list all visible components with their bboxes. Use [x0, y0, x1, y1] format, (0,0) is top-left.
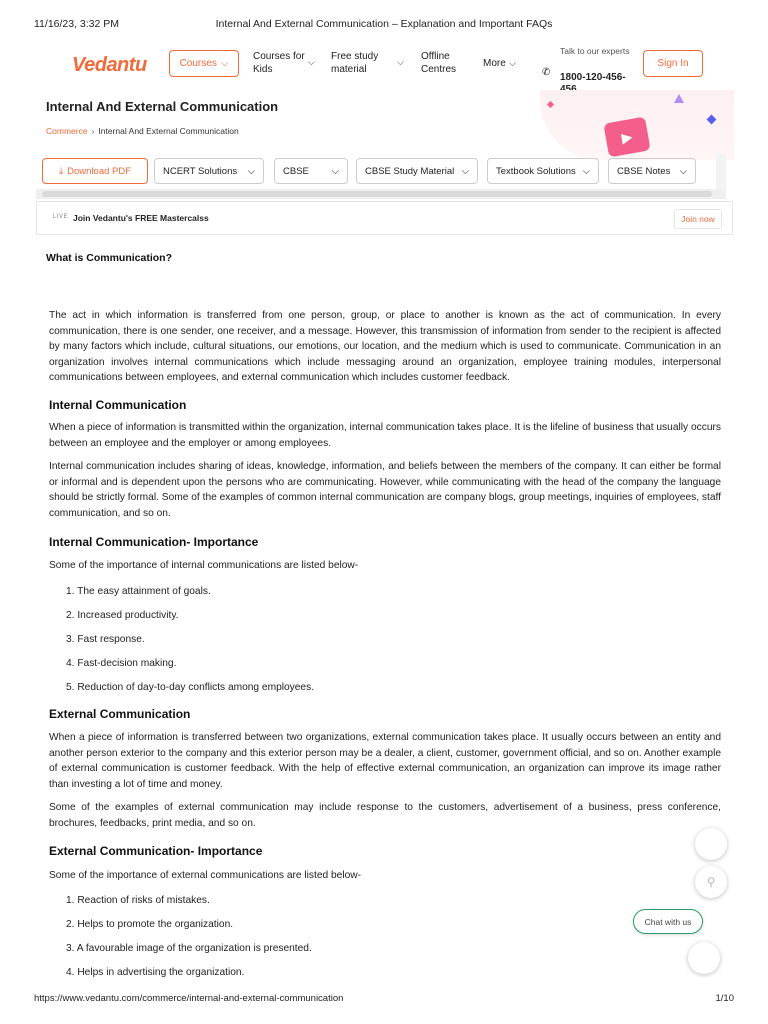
chevron-down-icon: ⌵: [247, 165, 255, 177]
purple-triangle-icon: [674, 94, 684, 103]
list-item: 1. The easy attainment of goals.: [66, 586, 211, 597]
pink-diamond-icon: [547, 101, 554, 108]
page-number: 1/10: [715, 993, 734, 1004]
hero-decoration: [540, 90, 734, 160]
ncert-solutions-label: NCERT Solutions: [163, 165, 238, 177]
print-date: 11/16/23, 3:32 PM: [34, 18, 120, 30]
external-paragraph-1: When a piece of information is transferred between two organizations, external communication takes place. It usually occurs between an entity and another person exterior to the company and this exterior person may be a dealer, a client, customer, government official, and so on. Another example of external communication is customer feedback. With the help of effective external communication, an organization can improve its image rather than investing a lot of time and money.: [49, 732, 721, 790]
cbse-study-material-dropdown[interactable]: [356, 158, 478, 184]
chevron-down-icon: ⌵: [331, 165, 339, 177]
phone-icon: ✆: [542, 67, 551, 78]
chevron-down-icon: ⌵: [220, 58, 229, 69]
list-item: 2. Increased productivity.: [66, 610, 179, 621]
nav-free-study-material[interactable]: [331, 50, 404, 76]
textbook-solutions-dropdown[interactable]: [487, 158, 599, 184]
talk-to-experts: Talk to our experts: [560, 46, 630, 56]
page-title: Internal And External Communication: [46, 99, 279, 114]
download-pdf-button[interactable]: [42, 158, 148, 184]
share-icon[interactable]: ⚲: [695, 866, 727, 898]
nav-offline-centres-label: Offline Centres: [421, 51, 457, 75]
list-item: 1. Reaction of risks of mistakes.: [66, 895, 210, 906]
mastercalss-banner: [36, 201, 733, 235]
vedantu-logo[interactable]: Vedantu: [72, 54, 147, 76]
list-item: 4. Helps in advertising the organization.: [66, 967, 245, 978]
chevron-right-icon: ›: [91, 126, 95, 136]
join-now-button[interactable]: Join now: [674, 209, 722, 229]
breadcrumb-current: Internal And External Communication: [98, 126, 239, 136]
external-heading: External Communication: [49, 707, 191, 721]
textbook-solutions-label: Textbook Solutions: [496, 165, 576, 177]
phone-number[interactable]: 1800-120-456-: [560, 72, 626, 83]
list-item: 3. A favourable image of the organization is presented.: [66, 943, 312, 954]
nav-more[interactable]: [483, 57, 529, 70]
cbse-notes-dropdown[interactable]: [608, 158, 696, 184]
cbse-dropdown[interactable]: [274, 158, 348, 184]
page-url: https://www.vedantu.com/commerce/internal-and-external-communication: [34, 993, 344, 1004]
chevron-down-icon: ⌵: [397, 57, 404, 67]
courses-label: Courses: [179, 58, 217, 69]
chevron-down-icon: ⌵: [308, 57, 315, 67]
ncert-solutions-dropdown[interactable]: [154, 158, 264, 184]
blue-diamond-icon: [707, 115, 717, 125]
external-importance-heading: External Communication- Importance: [49, 844, 263, 858]
what-is-heading: What is Communication?: [46, 252, 172, 264]
cbse-label: CBSE: [283, 165, 309, 177]
horizontal-scrollbar[interactable]: [36, 189, 726, 199]
navbar: [34, 42, 734, 90]
chevron-down-icon: ⌵: [509, 58, 516, 68]
play-icon: ▶: [603, 117, 650, 158]
list-item: 4. Fast-decision making.: [66, 658, 177, 669]
list-item: 2. Helps to promote the organization.: [66, 919, 234, 930]
print-title: Internal And External Communication – Explanation and Important FAQs: [215, 18, 553, 30]
chat-with-us-button[interactable]: Chat with us: [633, 909, 703, 934]
floating-action-button[interactable]: [695, 828, 727, 860]
list-item: 3. Fast response.: [66, 634, 145, 645]
nav-offline-centres[interactable]: [421, 50, 471, 76]
download-pdf-label: Download PDF: [67, 165, 132, 177]
cbse-notes-label: CBSE Notes: [617, 165, 671, 177]
external-paragraph-2: Some of the examples of external communication may include response to the customers, advertisement of a business, press conference, brochures, feedbacks, print media, and so on.: [49, 802, 721, 829]
scroll-thumb[interactable]: [42, 191, 712, 197]
sign-in-button[interactable]: Sign In: [643, 50, 703, 77]
breadcrumb-commerce[interactable]: Commerce: [46, 126, 88, 136]
internal-paragraph-1: When a piece of information is transmitted within the organization, internal communication takes place. It is the lifeline of business that usually occurs between an employee and the employer or among employees.: [49, 422, 721, 449]
internal-importance-intro: Some of the importance of internal communications are listed below-: [49, 560, 359, 571]
breadcrumb: [46, 126, 239, 136]
chevron-down-icon: ⌵: [679, 165, 687, 177]
nav-more-label: More: [483, 58, 506, 69]
filter-chip-row: [42, 158, 722, 184]
chevron-down-icon: ⌵: [461, 165, 469, 177]
internal-importance-heading: Internal Communication- Importance: [49, 535, 259, 549]
chat-launcher-button[interactable]: [688, 942, 720, 974]
internal-paragraph-2: Internal communication includes sharing of ideas, knowledge, information, and beliefs between the members of the company. It can either be formal or informal and is dependent upon the persons who are communicating. However, while communicating with the head of the company the language should be strictly formal. Some of the examples of common internal communication are company blogs, group meetings, inquiries of employees, staff communication, and so on.: [49, 461, 721, 519]
chevron-down-icon: ⌵: [582, 165, 590, 177]
cbse-study-material-label: CBSE Study Material: [365, 165, 455, 177]
download-icon: ⤓: [58, 165, 64, 177]
internal-heading: Internal Communication: [49, 398, 187, 412]
intro-paragraph: The act in which information is transferred from one person, group, or place to another is known as the act of communication. In every communication, there is one sender, one receiver, and a message. However, this transmission of information from sender to the recipient is affected by many factors which include, cultural situations, our emotions, our location, and the medium which is used to communicate. Communication in an organization involves internal communications which include messaging around an organization, employee training modules, interpersonal communications between employees, and external communication which includes customer feedback.: [49, 310, 721, 383]
external-importance-intro: Some of the importance of external communications are listed below-: [49, 870, 362, 881]
nav-courses-for-kids-label: Courses for Kids: [253, 51, 305, 75]
banner-text: Join Vedantu's FREE Mastercalss: [73, 213, 209, 223]
nav-free-study-material-label: Free study material: [331, 51, 379, 75]
courses-button[interactable]: [169, 50, 239, 77]
list-item: 5. Reduction of day-to-day conflicts among employees.: [66, 682, 315, 693]
nav-courses-for-kids[interactable]: [253, 50, 315, 76]
live-badge: LIVE: [53, 214, 69, 220]
